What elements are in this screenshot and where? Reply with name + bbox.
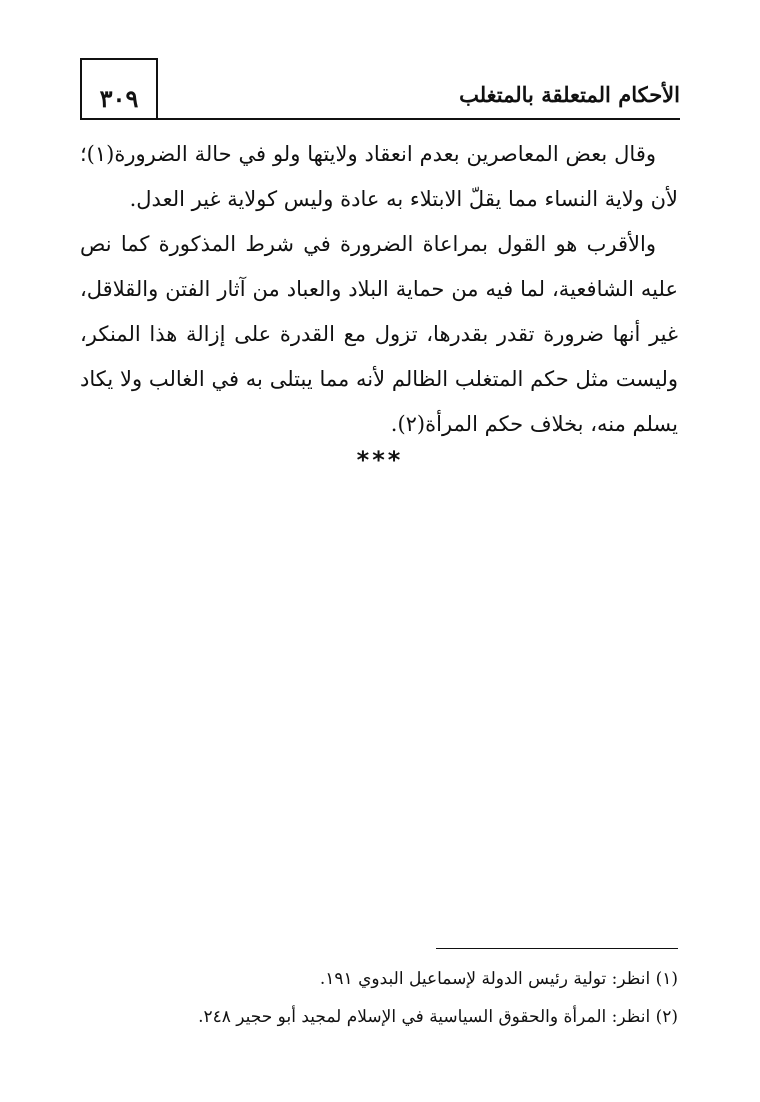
running-header-title: الأحكام المتعلقة بالمتغلب <box>459 82 680 107</box>
page-number: ٣٠٩ <box>80 58 158 120</box>
footnote-rule <box>436 948 678 949</box>
page-header <box>80 58 680 122</box>
section-separator: *** <box>356 446 404 474</box>
paragraph-1: وقال بعض المعاصرين بعدم انعقاد ولايتها ولو في حالة الضرورة(١)؛ لأن ولاية النساء مما يقلّ الابتلاء به عادة وليس كولاية غير العدل. <box>80 142 678 211</box>
main-text <box>80 132 678 447</box>
paragraph-2: والأقرب هو القول بمراعاة الضرورة في شرط المذكورة كما نص عليه الشافعية، لما فيه من حماية البلاد والعباد من آثار الفتن والقلاقل، غير أنها ضرورة تقدر بقدرها، تزول مع القدرة على إزالة هذا المنكر، وليست مثل حكم المتغلب الظالم لأنه مما يبتلى به في الغالب ولا يكاد يسلم منه، بخلاف حكم المرأة(٢). <box>80 232 678 436</box>
footnote-1: (١) انظر: تولية رئيس الدولة لإسماعيل البدوي ١٩١. <box>319 969 678 989</box>
footnote-2: (٢) انظر: المرأة والحقوق السياسية في الإسلام لمجيد أبو حجير ٢٤٨. <box>198 1007 678 1027</box>
header-rule <box>156 118 680 120</box>
footnotes <box>80 960 678 1036</box>
